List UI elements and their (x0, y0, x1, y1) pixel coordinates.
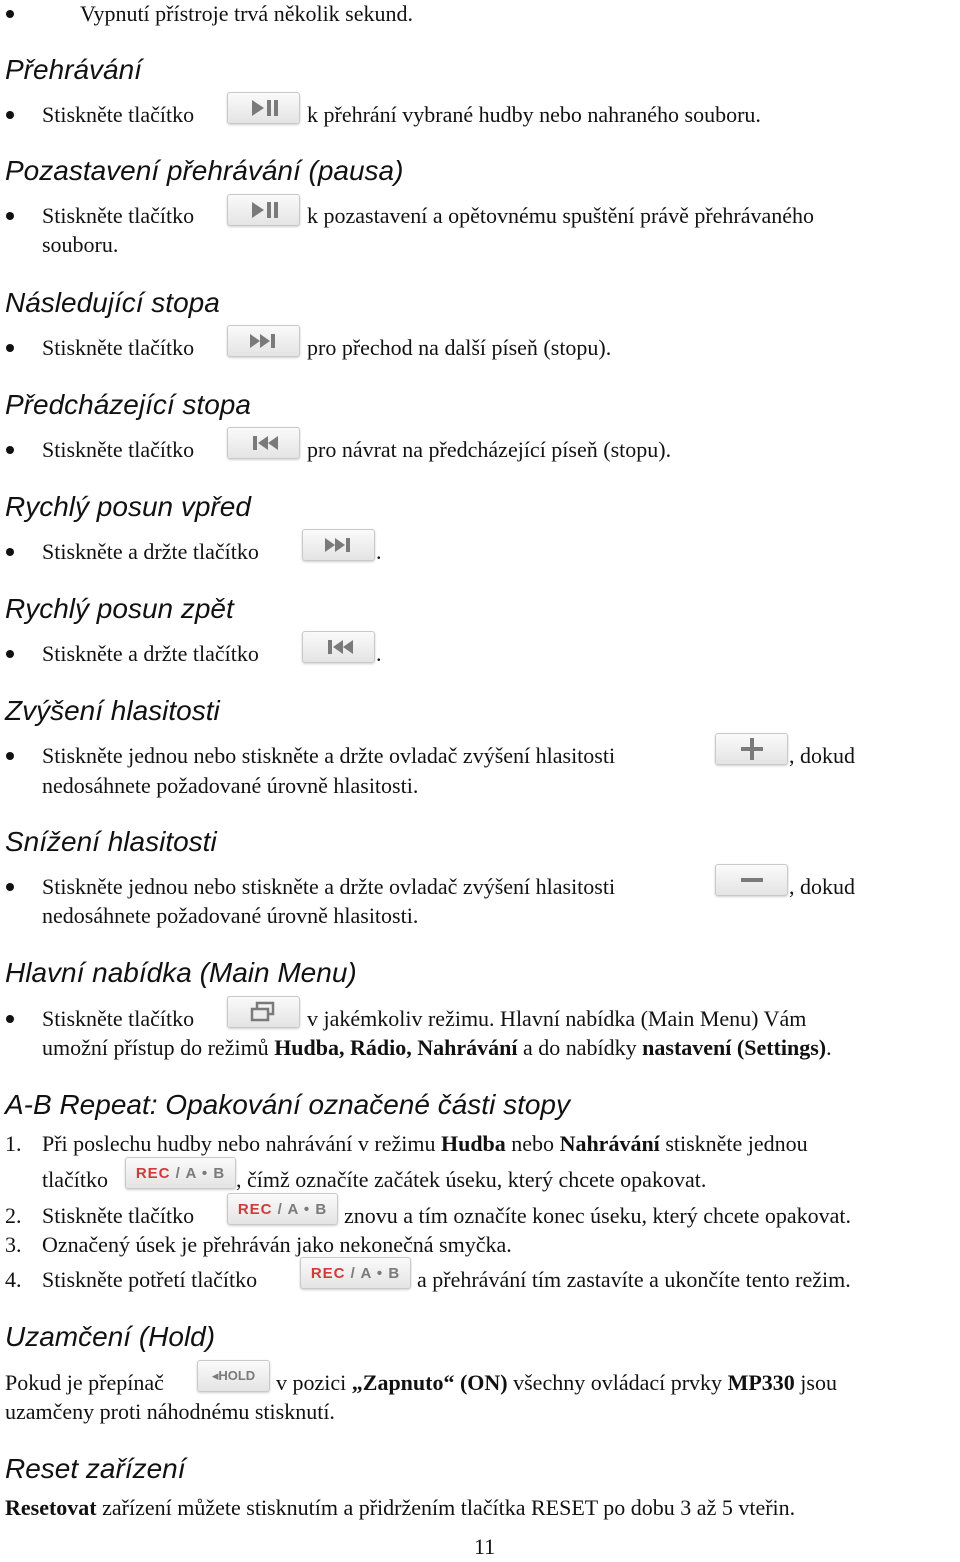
voldown-text-post: , dokud (789, 874, 855, 899)
rew-text-pre: Stiskněte a držte tlačítko (42, 641, 259, 666)
bullet (6, 548, 14, 556)
page-number: 11 (474, 1534, 496, 1559)
rec-ab-label: REC / A • B (237, 1200, 328, 1218)
next-text-pre: Stiskněte tlačítko (42, 335, 195, 360)
rec-ab-button (125, 1157, 236, 1189)
heading-main-menu: Hlavní nabídka (Main Menu) (5, 957, 357, 988)
play-pause-button (227, 194, 300, 226)
play-text-pre: Stiskněte tlačítko (42, 102, 195, 127)
bullet (6, 344, 14, 352)
minus-icon (737, 869, 767, 891)
bullet (6, 10, 14, 18)
play-text-post: k přehrání vybrané hudby nebo nahraného souboru. (307, 102, 761, 127)
previous-track-button (302, 631, 375, 663)
hold-switch (197, 1360, 270, 1392)
ffwd-text-post: . (376, 539, 382, 564)
heading-volume-up: Zvýšení hlasitosti (5, 695, 220, 726)
hold-text-post: v pozici „Zapnuto“ (ON) všechny ovládací prvky MP330 jsou (276, 1370, 837, 1395)
volup-text-pre: Stiskněte jednou nebo stiskněte a držte ovladač zvýšení hlasitosti (42, 743, 616, 768)
menu-text-pre: Stiskněte tlačítko (42, 1006, 195, 1031)
pause-text-line2: souboru. (42, 232, 119, 257)
play-pause-icon (246, 200, 282, 220)
rec-ab-button (300, 1257, 411, 1289)
reset-text: Resetovat zařízení můžete stisknutím a přidržením tlačítka RESET po dobu 3 až 5 vteřin. (5, 1495, 796, 1520)
bullet (6, 752, 14, 760)
bullet (6, 111, 14, 119)
heading-rew: Rychlý posun zpět (5, 593, 234, 624)
rew-text-post: . (376, 641, 382, 666)
list-number: 3. (5, 1232, 22, 1257)
hold-text-line2: uzamčeny proti náhodnému stisknutí. (5, 1399, 335, 1424)
volume-down-button (715, 864, 788, 896)
hold-switch-label: ◂HOLD (211, 1368, 256, 1383)
ab-item4-post: a přehrávání tím zastavíte a ukončíte tento režim. (417, 1267, 851, 1292)
play-pause-icon (246, 98, 282, 118)
heading-prev: Předcházející stopa (5, 389, 251, 420)
ab-item1-line2-pre: tlačítko (42, 1167, 108, 1192)
pause-text-post: k pozastavení a opětovnému spuštění právě přehrávaného (307, 203, 815, 228)
heading-volume-down: Snížení hlasitosti (5, 826, 217, 857)
pause-text-pre: Stiskněte tlačítko (42, 203, 195, 228)
menu-button (227, 996, 300, 1028)
menu-text-post: v jakémkoliv režimu. Hlavní nabídka (Main Menu) Vám (307, 1006, 807, 1031)
rec-ab-label: REC / A • B (310, 1264, 401, 1282)
rec-ab-button (227, 1193, 338, 1225)
list-number: 4. (5, 1267, 22, 1292)
menu-text-line2: umožní přístup do režimů Hudba, Rádio, Nahrávání a do nabídky nastavení (Settings). (42, 1035, 832, 1060)
next-track-button (302, 529, 375, 561)
hold-text-pre: Pokud je přepínač (5, 1370, 164, 1395)
top-note: Vypnutí přístroje trvá několik sekund. (80, 1, 414, 26)
heading-next: Následující stopa (5, 287, 220, 318)
volup-text-post: , dokud (789, 743, 855, 768)
volup-text-line2: nedosáhnete požadované úrovně hlasitosti. (42, 773, 419, 798)
volume-up-button (715, 733, 788, 765)
heading-reset: Reset zařízení (5, 1453, 186, 1484)
ab-item2-pre: Stiskněte tlačítko (42, 1203, 195, 1228)
previous-track-icon (246, 433, 282, 453)
play-pause-button (227, 92, 300, 124)
heading-ffwd: Rychlý posun vpřed (5, 491, 251, 522)
heading-play: Přehrávání (5, 54, 142, 85)
prev-text-pre: Stiskněte tlačítko (42, 437, 195, 462)
bullet (6, 1015, 14, 1023)
previous-track-icon (321, 637, 357, 657)
voldown-text-line2: nedosáhnete požadované úrovně hlasitosti. (42, 903, 419, 928)
heading-pause: Pozastavení přehrávání (pausa) (5, 155, 404, 186)
ab-item1-line1: Při poslechu hudby nebo nahrávání v režimu Hudba nebo Nahrávání stiskněte jednou (42, 1131, 808, 1156)
ab-item1-line2-post: , čímž označíte začátek úseku, který chcete opakovat. (236, 1167, 707, 1192)
menu-windows-icon (246, 1001, 282, 1023)
next-track-icon (246, 331, 282, 351)
heading-ab-repeat: A-B Repeat: Opakování označené části stopy (5, 1089, 570, 1120)
next-track-icon (321, 535, 357, 555)
ab-item3-text: Označený úsek je přehráván jako nekonečná smyčka. (42, 1232, 512, 1257)
list-number: 1. (5, 1131, 22, 1156)
list-number: 2. (5, 1203, 22, 1228)
prev-text-post: pro návrat na předcházející píseň (stopu). (307, 437, 672, 462)
ffwd-text-pre: Stiskněte a držte tlačítko (42, 539, 259, 564)
heading-hold: Uzamčení (Hold) (5, 1321, 216, 1352)
next-track-button (227, 325, 300, 357)
plus-icon (737, 738, 767, 760)
bullet (6, 446, 14, 454)
bullet (6, 212, 14, 220)
bullet (6, 883, 14, 891)
next-text-post: pro přechod na další píseň (stopu). (307, 335, 612, 360)
rec-ab-label: REC / A • B (135, 1164, 226, 1182)
ab-item4-pre: Stiskněte potřetí tlačítko (42, 1267, 258, 1292)
ab-item2-post: znovu a tím označíte konec úseku, který chcete opakovat. (344, 1203, 852, 1228)
voldown-text-pre: Stiskněte jednou nebo stiskněte a držte ovladač zvýšení hlasitosti (42, 874, 616, 899)
bullet (6, 650, 14, 658)
previous-track-button (227, 427, 300, 459)
